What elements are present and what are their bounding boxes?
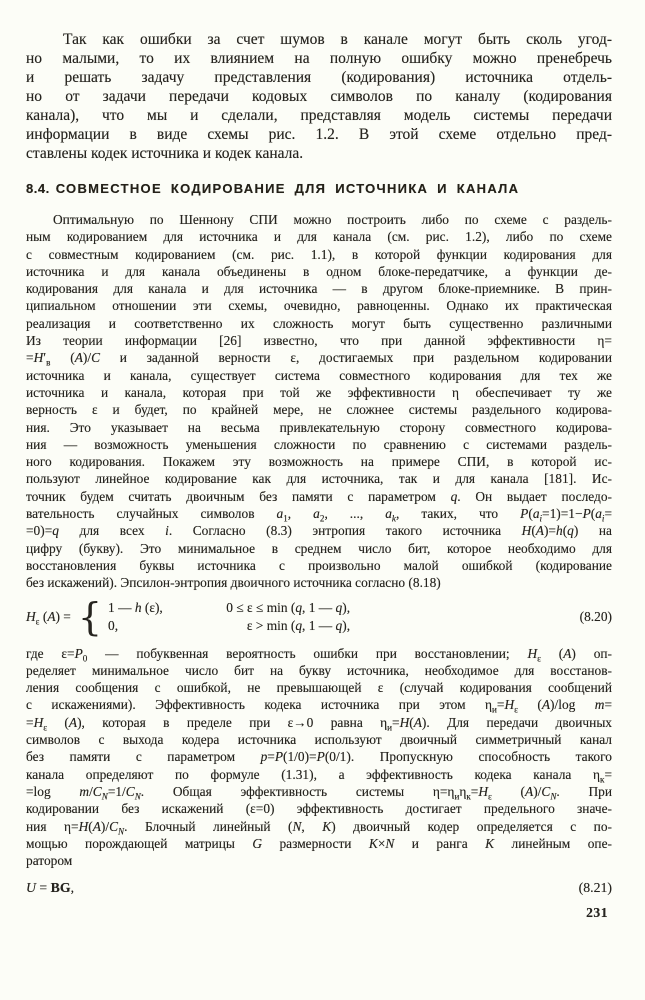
text-line: но малыми, то их влиянием на полную ошибку можно пренебречь [26,50,612,67]
text-line: восстановления буквы источника с произвольно малой ошибкой (кодирование [26,557,612,573]
page-number: 231 [586,905,608,921]
formula-8-21 [26,880,612,896]
text-line: $=H'_в$ (A)/C и заданной верности ε, достигаемых при раздельном кодировании [26,350,613,369]
text-line: $=H_\varepsilon$ (A), которая в пределе при ε→0 равна $\eta_и=H(A)$. Для передачи двоичных [26,714,613,733]
text-line: ления сообщения с ошибкой, не превышающей ε (случай кодирования сообщений [26,680,612,696]
text-line: ния — возможность уменьшения сложности по сравнению с системами раздель- [26,436,612,452]
cases-brace: { [77,594,103,639]
case-2-value: 0, [108,617,119,633]
text-line: Оптимальную по Шеннону СПИ можно построить либо по схеме с раздель- [53,212,612,227]
text-line: ределяет минимальное число бит на букву источника, необходимое для восстанов- [26,662,612,678]
formula-body: U = BG, [26,880,75,896]
text-line: ного кодирования. Покажем эту возможность на примере СПИ, в которой ис- [26,454,612,470]
text-line: Из теории информации [26] известно, что при данной эффективности η= [26,333,612,349]
text-line: ния $\eta=H(A)/C_N$. Блочный линейный (N, K) двоичный кодер определяется с по- [26,818,612,837]
text-line: ным кодированием для источника и для канала (см. рис. 1.2), либо по схеме [26,229,612,245]
paragraph-section-1 [26,211,612,574]
text-line: и решать задачу представления (кодирования) источника отдель- [26,69,612,86]
section-heading [26,181,612,196]
paragraph-section-2 [26,645,612,853]
case-2-condition: ε > min (q, 1 — q), [246,617,351,633]
formula-lhs: $H_\varepsilon$ (A) = [26,608,71,627]
text-line: точник будем считать двоичным без памяти с параметром q. Он выдает последо- [26,488,613,504]
paragraph-intro [26,30,612,144]
text-line: =0)=q для всех i. Согласно (8.3) энтропия такого источника H(A)=h(q) на [26,523,612,539]
equation-number-8-21: (8.21) [578,880,612,896]
paragraph-intro-last-line: ставлены кодек источника и кодек канала. [26,145,304,162]
text-line: реализация и соответственно их сложность могут быть существенно различными [26,315,612,331]
formula-cases [108,599,350,634]
text-line: кодирования для канала и для источника — в другом блоке-приемнике. В прин- [26,281,612,297]
text-line: с совместным кодированием (см. рис. 1.1), в которой функции кодирования для [26,246,612,262]
text-line: цифру (букву). Это минимальное в среднем число бит, которое необходимо для [26,540,612,556]
case-1-condition: 0 ≤ ε ≤ min (q, 1 — q), [226,600,351,616]
text-line: с искажениями). Эффективность кодека источника при этом $\eta_и=H_\varepsilon$ (A)/log m= [26,697,612,716]
section-number: 8.4. [26,181,50,196]
text-line: мощью порождающей матрицы G размерности K×N и ранга K линейным опе- [26,835,612,851]
text-line: кодировании без искажений (ε=0) эффективность достигает предельного значе- [26,801,612,817]
text-line: источника и канала, которая при той же эффективности η обеспечивает ту же [26,384,612,400]
formula-8-20 [26,594,612,639]
case-1-value: 1 — h (ε), [108,600,163,616]
paragraph-section-2-last-line: ратором [26,853,73,869]
text-line: без памяти с параметром p=P(1/0)=P(0/1). Пропускную способность такого [26,749,612,765]
text-line: канала), что мы и сделали, представляя модель системы передачи [26,107,612,124]
text-line: но от задачи передачи кодовых символов по каналу (кодирования [26,88,612,105]
section-title: СОВМЕСТНОЕ КОДИРОВАНИЕ ДЛЯ ИСТОЧНИКА И КАНАЛА [55,181,520,196]
equation-number-8-20: (8.20) [579,608,612,624]
text-line: пользуют линейное кодирование как для источника, так и для канала [181]. Ис- [26,471,612,487]
text-line: где $\varepsilon=P_0$ — побуквенная вероятность ошибки при восстановлении; $H_\varepsilon$ (A) оп- [26,645,613,664]
text-line: символов с выхода кодера источника используют двоичный симметричный канал [26,732,612,748]
text-line: информации в виде схемы рис. 1.2. В этой схеме отдельно пред- [26,126,612,143]
text-line: источника и для канала объединены в одном блоке-передатчике, а функции де- [26,263,612,279]
paragraph-section-1-last-line: без искажений). Эпсилон-энтропия двоичного источника согласно (8.18) [26,575,441,591]
text-line: канала определяют по формуле (1.31), а эффективность кодека канала $\eta_к=$ [26,766,612,785]
text-line: ния. Это указывает на весьма привлекательную сторону совместного кодирова- [26,419,612,435]
text-line: Так как ошибки за счет шумов в канале могут быть сколь угод- [63,31,612,48]
text-line: ципиальном отношении эти схемы, очевидно, равноценны. Однако их практическая [26,298,612,314]
text-line: источника и канала, существует система совместного кодирования для тех же [26,367,612,383]
text-line: вательность случайных символов $a_1$, $a_2$, ..., $a_k$, таких, что $P(a_i=1)=1-P(a_i=$ [26,506,613,524]
case-row-2 [108,617,350,635]
text-line: верность ε и будет, по крайней мере, не сложнее системы раздельного кодирова- [26,402,612,418]
case-row-1 [108,599,350,617]
text-line: =log $m/C_N=1/C_N$. Общая эффективность системы $\eta=\eta_и\eta_к=H_\varepsilon$ $(A)/C_N$. При [26,783,613,802]
